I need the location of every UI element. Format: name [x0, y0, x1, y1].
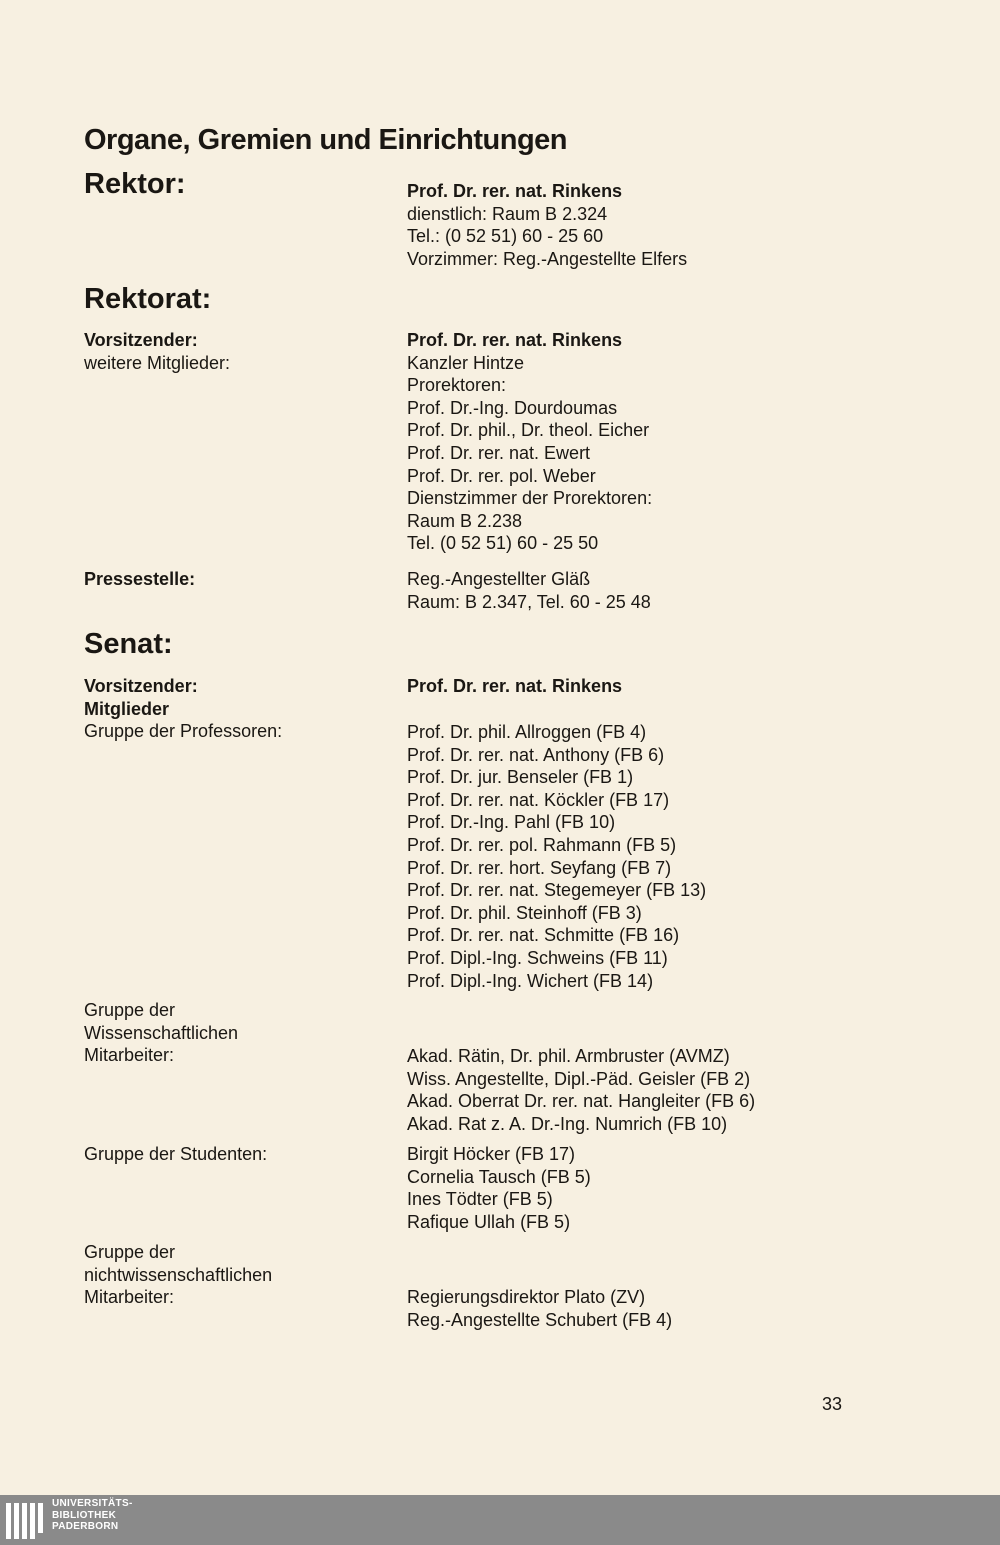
senat-students-label: Gruppe der Studenten:	[84, 1144, 268, 1164]
list-item: Prof. Dr. rer. pol. Weber	[407, 465, 596, 486]
list-item: Prof. Dr. rer. nat. Ewert	[407, 442, 591, 463]
senat-chair-block	[407, 675, 622, 698]
rektorat-heading: Rektorat:	[84, 283, 212, 315]
list-item: Akad. Rätin, Dr. phil. Armbruster (AVMZ)	[407, 1046, 730, 1066]
list-item: Prof. Dr. phil. Steinhoff (FB 3)	[407, 902, 642, 923]
list-item: Ines Tödter (FB 5)	[407, 1189, 553, 1210]
list-item: Raum: B 2.347, Tel. 60 - 25 48	[407, 591, 651, 612]
senat-labels	[84, 675, 282, 743]
senat-heading: Senat:	[84, 628, 173, 660]
list-item: Reg.-Angestellte Schubert (FB 4)	[407, 1309, 673, 1330]
list-item: Wiss. Angestellte, Dipl.-Päd. Geisler (FB 2)	[407, 1068, 751, 1089]
senat-members-label: Mitglieder	[84, 698, 170, 719]
rektorat-chair-label: Vorsitzender:	[84, 330, 198, 350]
list-item: Rafique Ullah (FB 5)	[407, 1211, 571, 1232]
rektorat-members-label: weitere Mitglieder:	[84, 352, 231, 373]
senat-scientific	[407, 1045, 755, 1135]
list-item: Prof. Dr. rer. nat. Anthony (FB 6)	[407, 744, 665, 765]
senat-nonscientific	[407, 1286, 672, 1331]
label-line: Wissenschaftlichen	[84, 1022, 239, 1043]
list-item: Prof. Dr.-Ing. Pahl (FB 10)	[407, 812, 616, 833]
label-line: Gruppe der	[84, 1242, 176, 1262]
rektorat-members	[407, 329, 652, 555]
senat-chair: Prof. Dr. rer. nat. Rinkens	[407, 676, 623, 696]
list-item: Prof. Dr. phil. Allroggen (FB 4)	[407, 722, 647, 742]
list-item: Dienstzimmer der Prorektoren:	[407, 488, 653, 509]
list-item: Prof. Dipl.-Ing. Schweins (FB 11)	[407, 947, 668, 968]
senat-students	[407, 1143, 591, 1233]
list-item: Prorektoren:	[407, 375, 507, 396]
label-line: Mitarbeiter:	[84, 1045, 175, 1066]
list-item: Akad. Rat z. A. Dr.-Ing. Numrich (FB 10)	[407, 1113, 728, 1134]
senat-scientific-label	[84, 999, 238, 1067]
list-item: Regierungsdirektor Plato (ZV)	[407, 1287, 646, 1307]
list-item: Prof. Dr. rer. hort. Seyfang (FB 7)	[407, 857, 672, 878]
label-line: Gruppe der	[84, 1000, 176, 1020]
list-item: Tel. (0 52 51) 60 - 25 50	[407, 533, 599, 554]
rektor-details	[407, 180, 687, 270]
senat-professors-label: Gruppe der Professoren:	[84, 721, 283, 742]
library-logo-icon	[6, 1503, 46, 1539]
press-details	[407, 568, 651, 613]
rektorat-labels	[84, 329, 230, 374]
label-line: Mitarbeiter:	[84, 1287, 175, 1308]
list-item: Raum B 2.238	[407, 510, 523, 531]
senat-nonscientific-label	[84, 1241, 272, 1309]
list-item: Reg.-Angestellter Gläß	[407, 569, 591, 589]
press-label: Pressestelle:	[84, 569, 196, 589]
senat-chair-label: Vorsitzender:	[84, 676, 198, 696]
label-line: nichtwissenschaftlichen	[84, 1264, 273, 1285]
list-item: Birgit Höcker (FB 17)	[407, 1144, 576, 1164]
list-item: Kanzler Hintze	[407, 352, 525, 373]
list-item: Prof. Dr. jur. Benseler (FB 1)	[407, 767, 634, 788]
rektor-line: Vorzimmer: Reg.-Angestellte Elfers	[407, 248, 688, 269]
rektor-name: Prof. Dr. rer. nat. Rinkens	[407, 181, 623, 201]
logo-line: UNIVERSITÄTS-	[52, 1498, 133, 1509]
senat-professors	[407, 721, 706, 992]
list-item: Prof. Dr. rer. nat. Köckler (FB 17)	[407, 789, 670, 810]
logo-line: PADERBORN	[52, 1521, 119, 1532]
list-item: Prof. Dipl.-Ing. Wichert (FB 14)	[407, 970, 654, 991]
page-title: Organe, Gremien und Einrichtungen	[84, 124, 567, 156]
list-item: Prof. Dr. rer. nat. Stegemeyer (FB 13)	[407, 880, 707, 901]
page-number: 33	[822, 1394, 843, 1414]
list-item: Prof. Dr.-Ing. Dourdoumas	[407, 397, 618, 418]
list-item: Cornelia Tausch (FB 5)	[407, 1166, 591, 1187]
list-item: Akad. Oberrat Dr. rer. nat. Hangleiter (FB 6)	[407, 1091, 756, 1112]
library-logo-text	[52, 1498, 133, 1533]
rektor-line: dienstlich: Raum B 2.324	[407, 203, 608, 224]
rektor-heading: Rektor:	[84, 168, 186, 200]
list-item: Prof. Dr. rer. nat. Schmitte (FB 16)	[407, 925, 680, 946]
list-item: Prof. Dr. rer. pol. Rahmann (FB 5)	[407, 834, 677, 855]
logo-line: BIBLIOTHEK	[52, 1509, 117, 1521]
rektorat-chair: Prof. Dr. rer. nat. Rinkens	[407, 330, 623, 350]
library-footer	[0, 1495, 1000, 1545]
rektor-line: Tel.: (0 52 51) 60 - 25 60	[407, 226, 604, 247]
list-item: Prof. Dr. phil., Dr. theol. Eicher	[407, 420, 650, 441]
